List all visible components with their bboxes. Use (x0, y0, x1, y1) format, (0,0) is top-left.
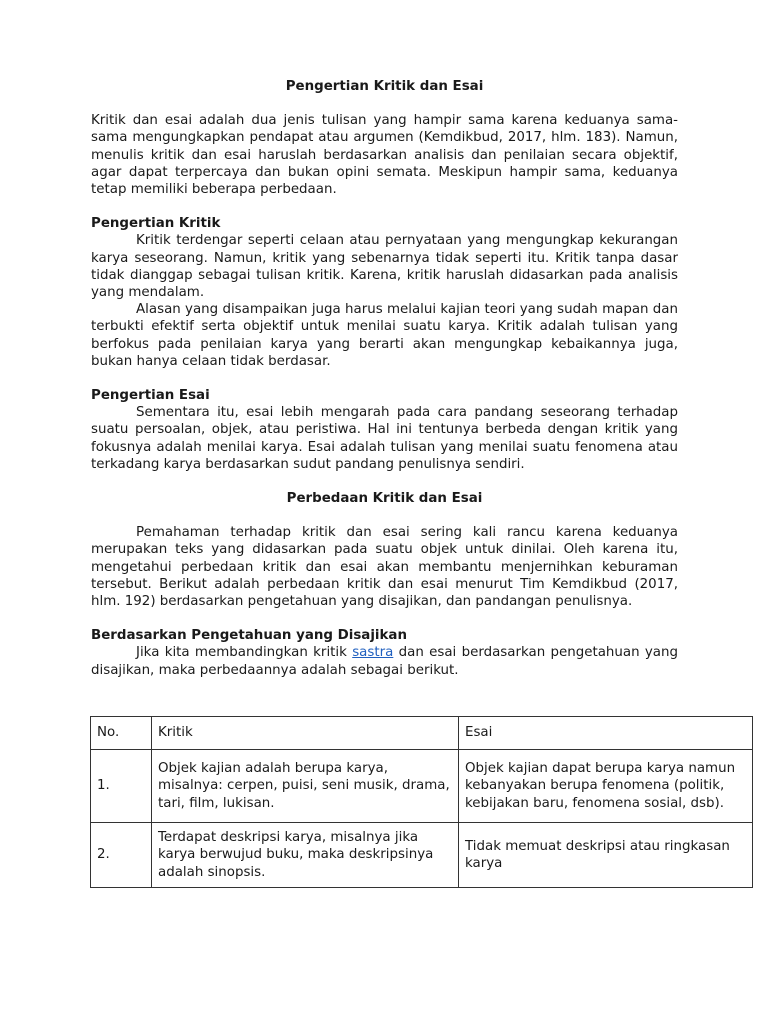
esai-paragraph-1: Sementara itu, esai lebih mengarah pada cara pandang seseorang terhadap suatu persoalan, objek, atau peristiwa. Hal ini tentunya berbeda dengan kritik yang fokusnya adalah menilai karya. Esai adalah tulisan yang menilai suatu fenomena atau terkadang karya berdasarkan sudut pandang penulisnya sendiri. (91, 405, 678, 472)
row-number: 2. (91, 823, 152, 888)
row-kritik-cell: Objek kajian adalah berupa karya, misalnya: cerpen, puisi, seni musik, drama, tari, film, lukisan. (152, 750, 459, 823)
header-no: No. (91, 717, 152, 750)
differences-paragraph: Pemahaman terhadap kritik dan esai sering kali rancu karena keduanya merupakan teks yang didasarkan pada suatu objek untuk dinilai. Oleh karena itu, mengetahui perbedaan kritik dan esai akan membantu menjernihkan keburaman tersebut. Berikut adalah perbedaan kritik dan esai menurut Tim Kemdikbud (2017, hlm. 192) berdasarkan pengetahuan yang disajikan, dan pandangan penulisnya. (91, 525, 678, 610)
row-esai-cell: Objek kajian dapat berupa karya namun kebanyakan berupa fenomena (politik, kebijakan baru, fenomena sosial, dsb). (459, 750, 753, 823)
header-kritik: Kritik (152, 717, 459, 750)
intro-paragraph: Kritik dan esai adalah dua jenis tulisan yang hampir sama karena keduanya sama-sama mengungkapkan pendapat atau argumen (Kemdikbud, 2017, hlm. 183). Namun, menulis kritik dan esai haruslah berdasarkan analisis dan penilaian secara objektif, agar dapat terpercaya dan bukan opini semata. Meskipun hampir sama, keduanya tetap memiliki beberapa perbedaan. (91, 113, 678, 198)
page-title: Pengertian Kritik dan Esai (285, 79, 484, 94)
esai-heading: Pengertian Esai (91, 388, 210, 404)
kritik-paragraph-1: Kritik terdengar seperti celaan atau pernyataan yang mengungkap kekurangan karya seseorang. Namun, kritik yang sebenarnya tidak seperti itu. Kritik tanpa dasar tidak dianggap sebagai tulisan kritik. Karena, kritik haruslah didasarkan pada analisis yang mendalam. (91, 233, 678, 301)
knowledge-paragraph (91, 644, 678, 678)
row-number: 1. (91, 750, 152, 823)
header-esai: Esai (459, 717, 753, 750)
row-kritik-cell: Terdapat deskripsi karya, misalnya jika karya berwujud buku, maka deskripsinya adalah sinopsis. (152, 823, 459, 888)
table-row (91, 823, 753, 888)
table-row (91, 750, 753, 823)
knowledge-heading: Berdasarkan Pengetahuan yang Disajikan (91, 628, 408, 644)
knowledge-text-after: dan esai berdasarkan pengetahuan yang disajikan, maka perbedaannya adalah sebagai berikut. (91, 645, 679, 678)
comparison-table (90, 716, 753, 888)
document-body (91, 78, 678, 679)
table-header-row (91, 717, 753, 750)
kritik-heading: Pengertian Kritik (91, 216, 221, 232)
knowledge-text-before: Jika kita membandingkan kritik (136, 645, 353, 661)
kritik-paragraph-2: Alasan yang disampaikan juga harus melalui kajian teori yang sudah mapan dan terbukti efektif serta objektif untuk menilai suatu karya. Kritik adalah tulisan yang berfokus pada penilaian karya yang berarti akan mengungkap kebaikannya juga, bukan hanya celaan tidak berdasar. (91, 302, 678, 369)
sastra-link[interactable]: sastra (352, 645, 394, 661)
row-esai-cell: Tidak memuat deskripsi atau ringkasan karya (459, 823, 753, 888)
differences-title: Perbedaan Kritik dan Esai (286, 491, 483, 507)
